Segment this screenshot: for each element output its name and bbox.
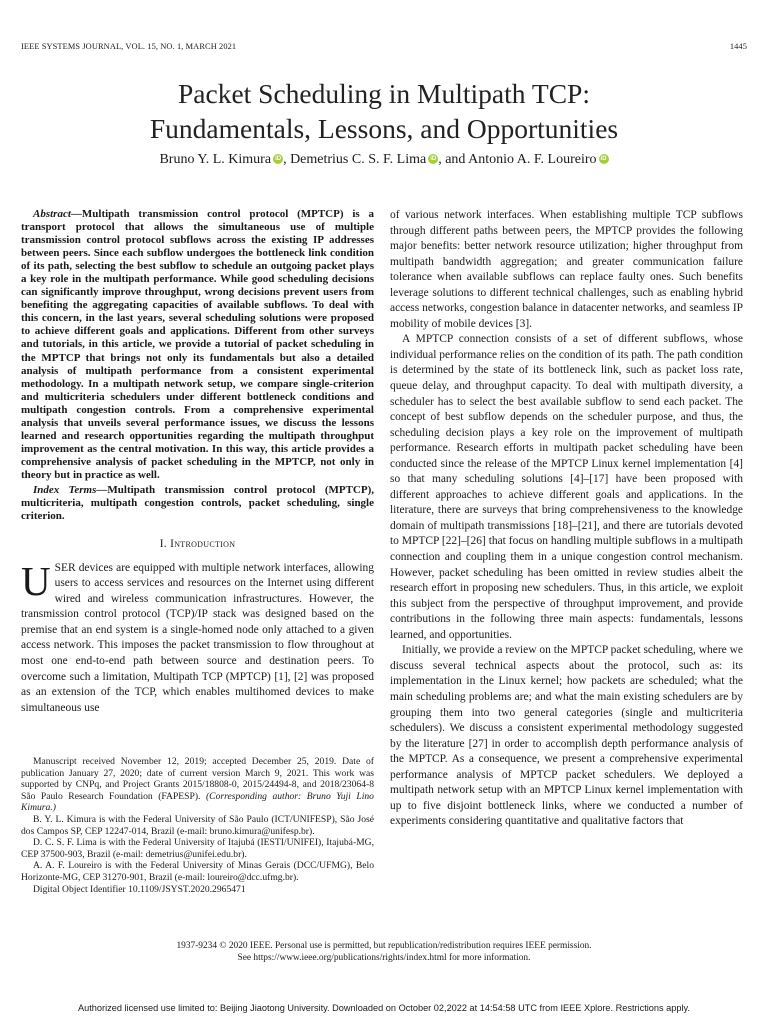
intro-text: SER devices are equipped with multiple network interfaces, allowing users to access services and resources on the Internet using different wired and wireless communication infrastructures. However, the transmission control protocol (TCP)/IP stack was designed based on the premise that an end system is a single-homed node only attached to a given access network. This imposes the packet transmission to flow throughout at most one end-to-end path between source and destination peers. To overcome such a limitation, Multipath TCP (MPTCP) [1], [2] was proposed as an extension of the TCP, which enables multihomed devices to make simultaneous use [21, 561, 374, 714]
orcid-icon[interactable]: iD [600, 156, 607, 162]
copyright-notice [40, 941, 728, 964]
body-paragraph-2: A MPTCP connection consists of a set of different subflows, whose individual performance relies on the condition of its path. The path condition is determined by the state of its bottleneck link, such as packet loss rate, queue delay, and throughput capacity. To deal with multipath diversity, a scheduler has to select the best available subflow to send each packet. The concept of best subflow depends on the scheduler purpose, and thus, the scheduling decision plays a key role on the improvement of multipath performance. Research efforts in multipath packet scheduling have been conducted since the release of the MPTCP Linux kernel implementation [4] so that many scheduling solutions [4]–[17] have been proposed with different approaches to achieve different goals and applications. In the literature, there are surveys that bring comprehensiveness to the knowledge domain of multipath transmissions [18]–[21], and there are tutorials devoted to MPTCP [22]–[26] that focus on handling multiple subflows in a multipath connection and coupling them in a unique congestion control mechanism. However, packet scheduling has been omitted in review studies albeit the research effort in proposing new schedulers. Thus, in this article, we exploit this subject from the perspective of throughput improvement, and provide contributions in the following three main aspects: fundamentals, lessons learned, and opportunities. [390, 333, 743, 641]
footnote-author-2: D. C. S. F. Lima is with the Federal University of Itajubá (IESTI/UNIFEI), Itajubá-MG, CEP 37500-903, Brazil (e-mail: demetrius@unifei.edu.br). [21, 837, 374, 860]
license-notice: Authorized licensed use limited to: Beijing Jiaotong University. Downloaded on October 02,2022 at 14:54:58 UTC from IEEE Xplore. Restrictions apply. [78, 1003, 690, 1013]
section-number: I. [159, 538, 167, 551]
page-number: 1445 [729, 42, 747, 51]
footnote-author-1: B. Y. L. Kimura is with the Federal University of São Paulo (ICT/UNIFESP), São José dos Campos SP, CEP 12247-014, Brazil (e-mail: bruno.kimura@unifesp.br). [21, 813, 374, 837]
author-2: , Demetrius C. S. F. Lima [283, 152, 427, 167]
footnote-author-3: A. A. F. Loureiro is with the Federal University of Minas Gerais (DCC/UFMG), Belo Horizonte-MG, CEP 31270-901, Brazil (e-mail: loureiro@dcc.ufmg.br). [21, 860, 374, 883]
author-list [40, 151, 728, 169]
title-line-2: Fundamentals, Lessons, and Opportunities [149, 113, 619, 144]
index-terms [21, 484, 374, 523]
index-terms-text: Multipath transmission control protocol (MPTCP), multicriteria, multipath congestion controls, packet scheduling, single criterion. [21, 483, 374, 523]
index-terms-label: Index Terms— [33, 483, 108, 496]
intro-paragraph [21, 557, 374, 716]
abstract-label: Abstract— [33, 208, 82, 220]
left-column [21, 208, 374, 716]
section-title: Introduction [170, 538, 236, 551]
author-1: Bruno Y. L. Kimura [159, 152, 272, 167]
copyright-line-1: 1937-9234 © 2020 IEEE. Personal use is permitted, but republication/redistribution requires IEEE permission. [176, 941, 592, 951]
running-header [21, 42, 747, 54]
author-3: , and Antonio A. F. Loureiro [438, 152, 597, 167]
section-heading [21, 537, 374, 553]
abstract-text: Multipath transmission control protocol (MPTCP) is a transport protocol that allows the simultaneous use of multiple transmission control protocol subflows across the existing IP addresses between peers. Since each subflow undergoes the bottleneck link condition of its path, selecting the best subflow to schedule an outgoing packet plays a key role in the multipath performance. While good scheduling decisions can significantly improve throughput, wrong decisions prevent users from benefiting the aggregating capacities of available subflows. To deal with this concern, in the last years, several scheduling solutions were proposed to achieve different goals and applications. Different from other surveys and tutorials, in this article, we provide a tutorial of packet scheduling in the MPTCP that brings not only its fundamentals but also a detailed analysis of multipath performance from a consistent experimental methodology. In a multipath network setup, we compare single-criterion and multicriteria schedulers under different bottleneck conditions and multipath congestion controls. From a comprehensive experimental analysis that unveils several performance issues, we discuss the lessons learned and research opportunities regarding the multipath throughput improvement as the central motivation. In this way, this article provides a comprehensive analysis of packet scheduling in the MPTCP, not only in theory but in practice as well. [21, 208, 374, 481]
paper-title [40, 76, 728, 146]
orcid-icon[interactable]: iD [275, 156, 282, 162]
orcid-icon[interactable]: iD [430, 156, 437, 162]
abstract [21, 208, 374, 482]
right-column [390, 208, 743, 830]
drop-cap: U [21, 557, 51, 604]
corresponding-author: (Corresponding author: Bruno Yuji Lino Kimura.) [21, 790, 374, 814]
footnote-manuscript [21, 756, 374, 814]
title-line-1: Packet Scheduling in Multipath TCP: [178, 78, 590, 109]
doi: Digital Object Identifier 10.1109/JSYST.2020.2965471 [33, 883, 246, 895]
body-paragraph-1: of various network interfaces. When establishing multiple TCP subflows through different paths between peers, the MPTCP provides the following major benefits: better network resource utilization; higher throughput from multipath bandwidth aggregation; and greater communication failure tolerance when available subflows can replace faulty ones. Such benefits leverage solutions to different technical challenges, such as enabling hybrid access networks, congestion balance in datacenter networks, and seamless IP mobility of mobile devices [3]. [390, 209, 743, 330]
journal-name: IEEE SYSTEMS JOURNAL, VOL. 15, NO. 1, MARCH 2021 [21, 42, 237, 51]
body-paragraph-3: Initially, we provide a review on the MPTCP packet scheduling, where we discuss several technical aspects about the protocol, such as: its implementation in the Linux kernel; how packets are scheduled; what the main scheduling problems are; and what the main existing schedulers are by grouping them into two general categories (single and multicriteria schedulers). We discuss a consistent experimental methodology suggested by the literature [27] in order to accomplish depth performance analysis of the MPTCP. As a consequence, we present a comprehensive experimental performance analysis of MPTCP packet schedulers. We deployed a multipath network setup with an MPTCP Linux kernel implementation with up to five disjoint bottleneck links, where we conducted a number of experiments considering quantitative and qualitative factors that [390, 644, 743, 828]
footnotes [21, 756, 374, 895]
footnote-manuscript-text: Manuscript received November 12, 2019; accepted December 25, 2019. Date of publication January 27, 2020; date of current version March 9, 2021. This work was supported by CNPq, and Project Grants 2015/18808-0, 2015/24494-8, and 2018/23064-8 São Paulo Research Foundation (FAPESP). [21, 756, 374, 802]
copyright-line-2: See https://www.ieee.org/publications/rights/index.html for more information. [237, 952, 531, 963]
